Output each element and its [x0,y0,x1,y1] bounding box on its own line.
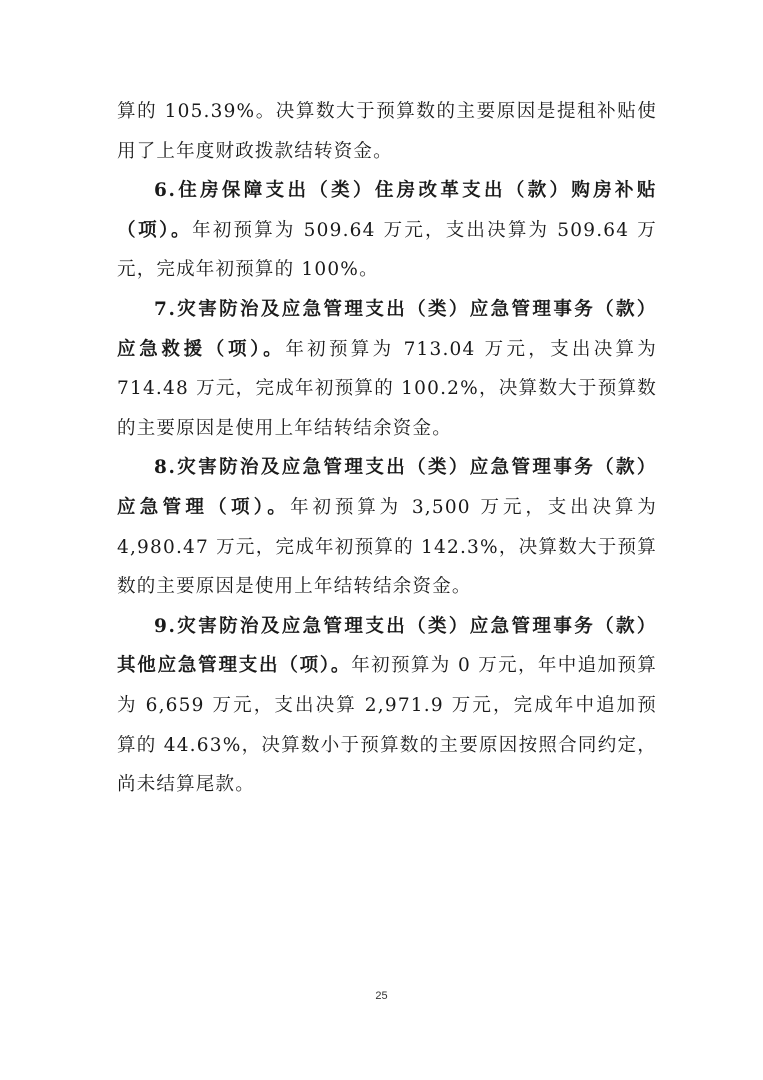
document-body [117,92,657,805]
paragraph-heading: 6.住房保障支出（类）住房改革支出（款）购房补贴（项）。 [117,180,657,241]
paragraph-text: 年初预算为 713.04 万元，支出决算为 714.48 万元，完成年初预算的 100.2%，决算数大于预算数的主要原因是使用上年结转结余资金。 [117,338,657,439]
paragraph-item-6 [117,171,657,290]
paragraph-item-7 [117,290,657,448]
paragraph-heading: 9.灾害防治及应急管理支出（类）应急管理事务（款） 其他应急管理支出（项）。 [117,615,657,677]
paragraph-text: 年初预算为 0 万元，年中追加预算为 6,659 万元，支出决算 2,971.9 万元，完成年中追加预算的 44.63%，决算数小于预算数的主要原因按照合同约定，尚未结算尾款。 [117,655,658,796]
paragraph-heading: 7.灾害防治及应急管理支出（类）应急管理事务（款）应急救援（项）。 [117,298,657,360]
paragraph-text: 年初预算为 509.64 万元，支出决算为 509.64 万元，完成年初预算的 100%。 [117,219,657,281]
paragraph-text: 年初预算为 3,500 万元，支出决算为 4,980.47 万元，完成年初预算的 142.3%，决算数大于预算数的主要原因是使用上年结转结余资金。 [117,496,657,598]
paragraph-item-9 [117,607,657,805]
paragraph-item-8 [117,448,657,606]
paragraph-text: 算的 105.39%。决算数大于预算数的主要原因是提租补贴使用了上年度财政拨款结转资金。 [117,101,657,162]
page-number: 25 [375,990,388,1002]
paragraph-heading: 8.灾害防治及应急管理支出（类）应急管理事务（款） 应急管理（项）。 [117,457,657,518]
paragraph-continuation [117,92,657,171]
